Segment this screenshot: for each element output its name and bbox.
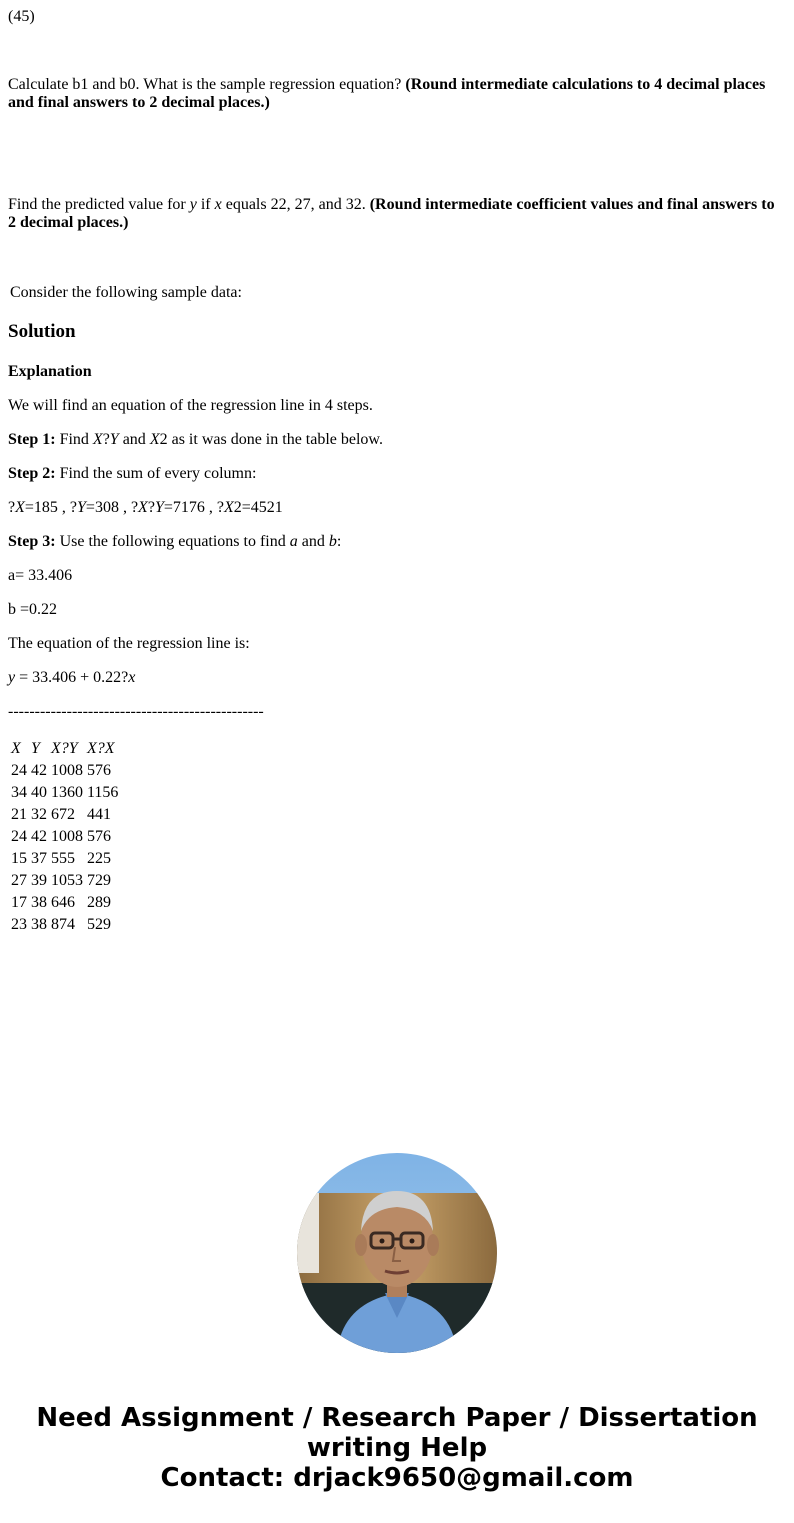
question-part1-rounding: (Round intermediate calculations to 4 decimal places and final answers to 2 decimal places.)	[8, 76, 766, 111]
table-cell: 289	[87, 894, 111, 911]
table-header-row	[10, 739, 119, 759]
step-text: and	[118, 431, 150, 448]
table-body	[10, 761, 119, 935]
explanation-heading-text: Explanation	[8, 363, 92, 380]
table-cell: 27	[11, 872, 27, 889]
table-cell: 21	[11, 806, 27, 823]
table-cell: 32	[31, 806, 47, 823]
table-cell: 441	[87, 806, 111, 823]
var-x: X	[138, 499, 148, 516]
table-cell: 34	[11, 784, 27, 801]
step-text: 2 as it was done in the table below.	[159, 431, 383, 448]
equation-text: = 33.406 + 0.22?	[15, 669, 129, 686]
sum-text: ?	[147, 499, 155, 516]
question-number: (45)	[8, 8, 35, 25]
table-row	[10, 827, 119, 847]
question-part1	[8, 76, 786, 112]
table-cell: 576	[87, 762, 111, 779]
sum-text: 2=4521	[233, 499, 283, 516]
table-cell: 529	[87, 916, 111, 933]
var-x: x	[214, 196, 222, 213]
table-row	[10, 761, 119, 781]
regression-equation	[8, 669, 135, 687]
step-text: Use the following equations to find	[55, 533, 290, 550]
var-a: a	[289, 533, 298, 550]
table-cell: 1008	[51, 762, 83, 779]
var-y: y	[8, 669, 16, 686]
table-cell: 38	[31, 894, 47, 911]
var-x: x	[128, 669, 136, 686]
promo-line: Need Assignment / Research Paper / Dissertation	[36, 1403, 758, 1433]
step-label: Step 3:	[8, 533, 56, 550]
question-part2	[8, 196, 786, 232]
table-cell: 15	[11, 850, 27, 867]
table-cell: 24	[11, 828, 27, 845]
question-part2-text: equals 22, 27, and 32.	[221, 196, 370, 213]
var-x: X	[15, 499, 25, 516]
step-text: :	[336, 533, 342, 550]
table-cell: 42	[31, 762, 47, 779]
step-text: ?	[102, 431, 110, 448]
question-part2-text: Find the predicted value for	[8, 196, 190, 213]
step-2	[8, 465, 256, 483]
step-text: Find	[55, 431, 93, 448]
step-label: Step 2:	[8, 465, 56, 482]
table-cell: 23	[11, 916, 27, 933]
question-part2-text: if	[196, 196, 215, 213]
a-value: a= 33.406	[8, 567, 73, 584]
b-value: b =0.22	[8, 601, 58, 618]
promo-banner	[0, 1403, 794, 1493]
var-b: b	[328, 533, 337, 550]
table-cell: 24	[11, 762, 27, 779]
equation-intro: The equation of the regression line is:	[8, 635, 250, 652]
explanation-heading	[8, 363, 92, 381]
table-cell: 672	[51, 806, 75, 823]
var-y: Y	[154, 499, 164, 516]
table-cell: 1053	[51, 872, 83, 889]
explanation-intro: We will find an equation of the regression line in 4 steps.	[8, 397, 373, 414]
step-3	[8, 533, 341, 551]
var-y: y	[189, 196, 197, 213]
table-cell: 1008	[51, 828, 83, 845]
table-cell: 729	[87, 872, 111, 889]
table-cell: 576	[87, 828, 111, 845]
table-row	[10, 893, 119, 913]
table-header-cell: X	[11, 740, 21, 757]
promo-line: writing Help	[306, 1433, 488, 1463]
table-header-cell: X?X	[87, 740, 115, 757]
table-cell: 37	[31, 850, 47, 867]
table-cell: 646	[51, 894, 75, 911]
step-label: Step 1:	[8, 431, 56, 448]
sum-text: =185 , ?	[24, 499, 78, 516]
table-cell: 17	[11, 894, 27, 911]
var-x: X	[92, 431, 103, 448]
table-cell: 225	[87, 850, 111, 867]
table-cell: 40	[31, 784, 47, 801]
var-x: X	[223, 499, 234, 516]
table-row	[10, 871, 119, 891]
promo-contact: Contact: drjack9650@gmail.com	[160, 1463, 634, 1493]
step-text: and	[297, 533, 329, 550]
sum-text: =308 , ?	[85, 499, 139, 516]
table-row	[10, 849, 119, 869]
table-cell: 38	[31, 916, 47, 933]
table-cell: 42	[31, 828, 47, 845]
sample-data-intro: Consider the following sample data:	[10, 284, 242, 301]
table-cell: 39	[31, 872, 47, 889]
table-header-cell: Y	[31, 740, 40, 757]
solution-heading: Solution	[8, 321, 76, 342]
table-cell: 1156	[87, 784, 119, 801]
sum-text: ?	[8, 499, 16, 516]
table-cell: 555	[51, 850, 75, 867]
sum-text: =7176 , ?	[163, 499, 224, 516]
divider-line: ------------------------------------------------	[8, 703, 264, 720]
author-avatar	[297, 1153, 497, 1353]
author-photo	[297, 1153, 497, 1353]
var-y: Y	[77, 499, 86, 516]
table-header-cell: X?Y	[51, 740, 78, 757]
table-cell: 1360	[51, 784, 83, 801]
column-sums	[8, 499, 283, 517]
table-row	[10, 915, 119, 935]
question-part2-rounding: (Round intermediate coefficient values and final answers to 2 decimal places.)	[8, 196, 775, 231]
var-x: X	[149, 431, 160, 448]
table-row	[10, 783, 119, 803]
data-table	[8, 737, 121, 937]
table-row	[10, 805, 119, 825]
var-y: Y	[109, 431, 119, 448]
table-cell: 874	[51, 916, 75, 933]
step-text: Find the sum of every column:	[55, 465, 257, 482]
step-1	[8, 431, 383, 449]
question-part1-text: Calculate b1 and b0. What is the sample regression equation?	[8, 76, 406, 93]
